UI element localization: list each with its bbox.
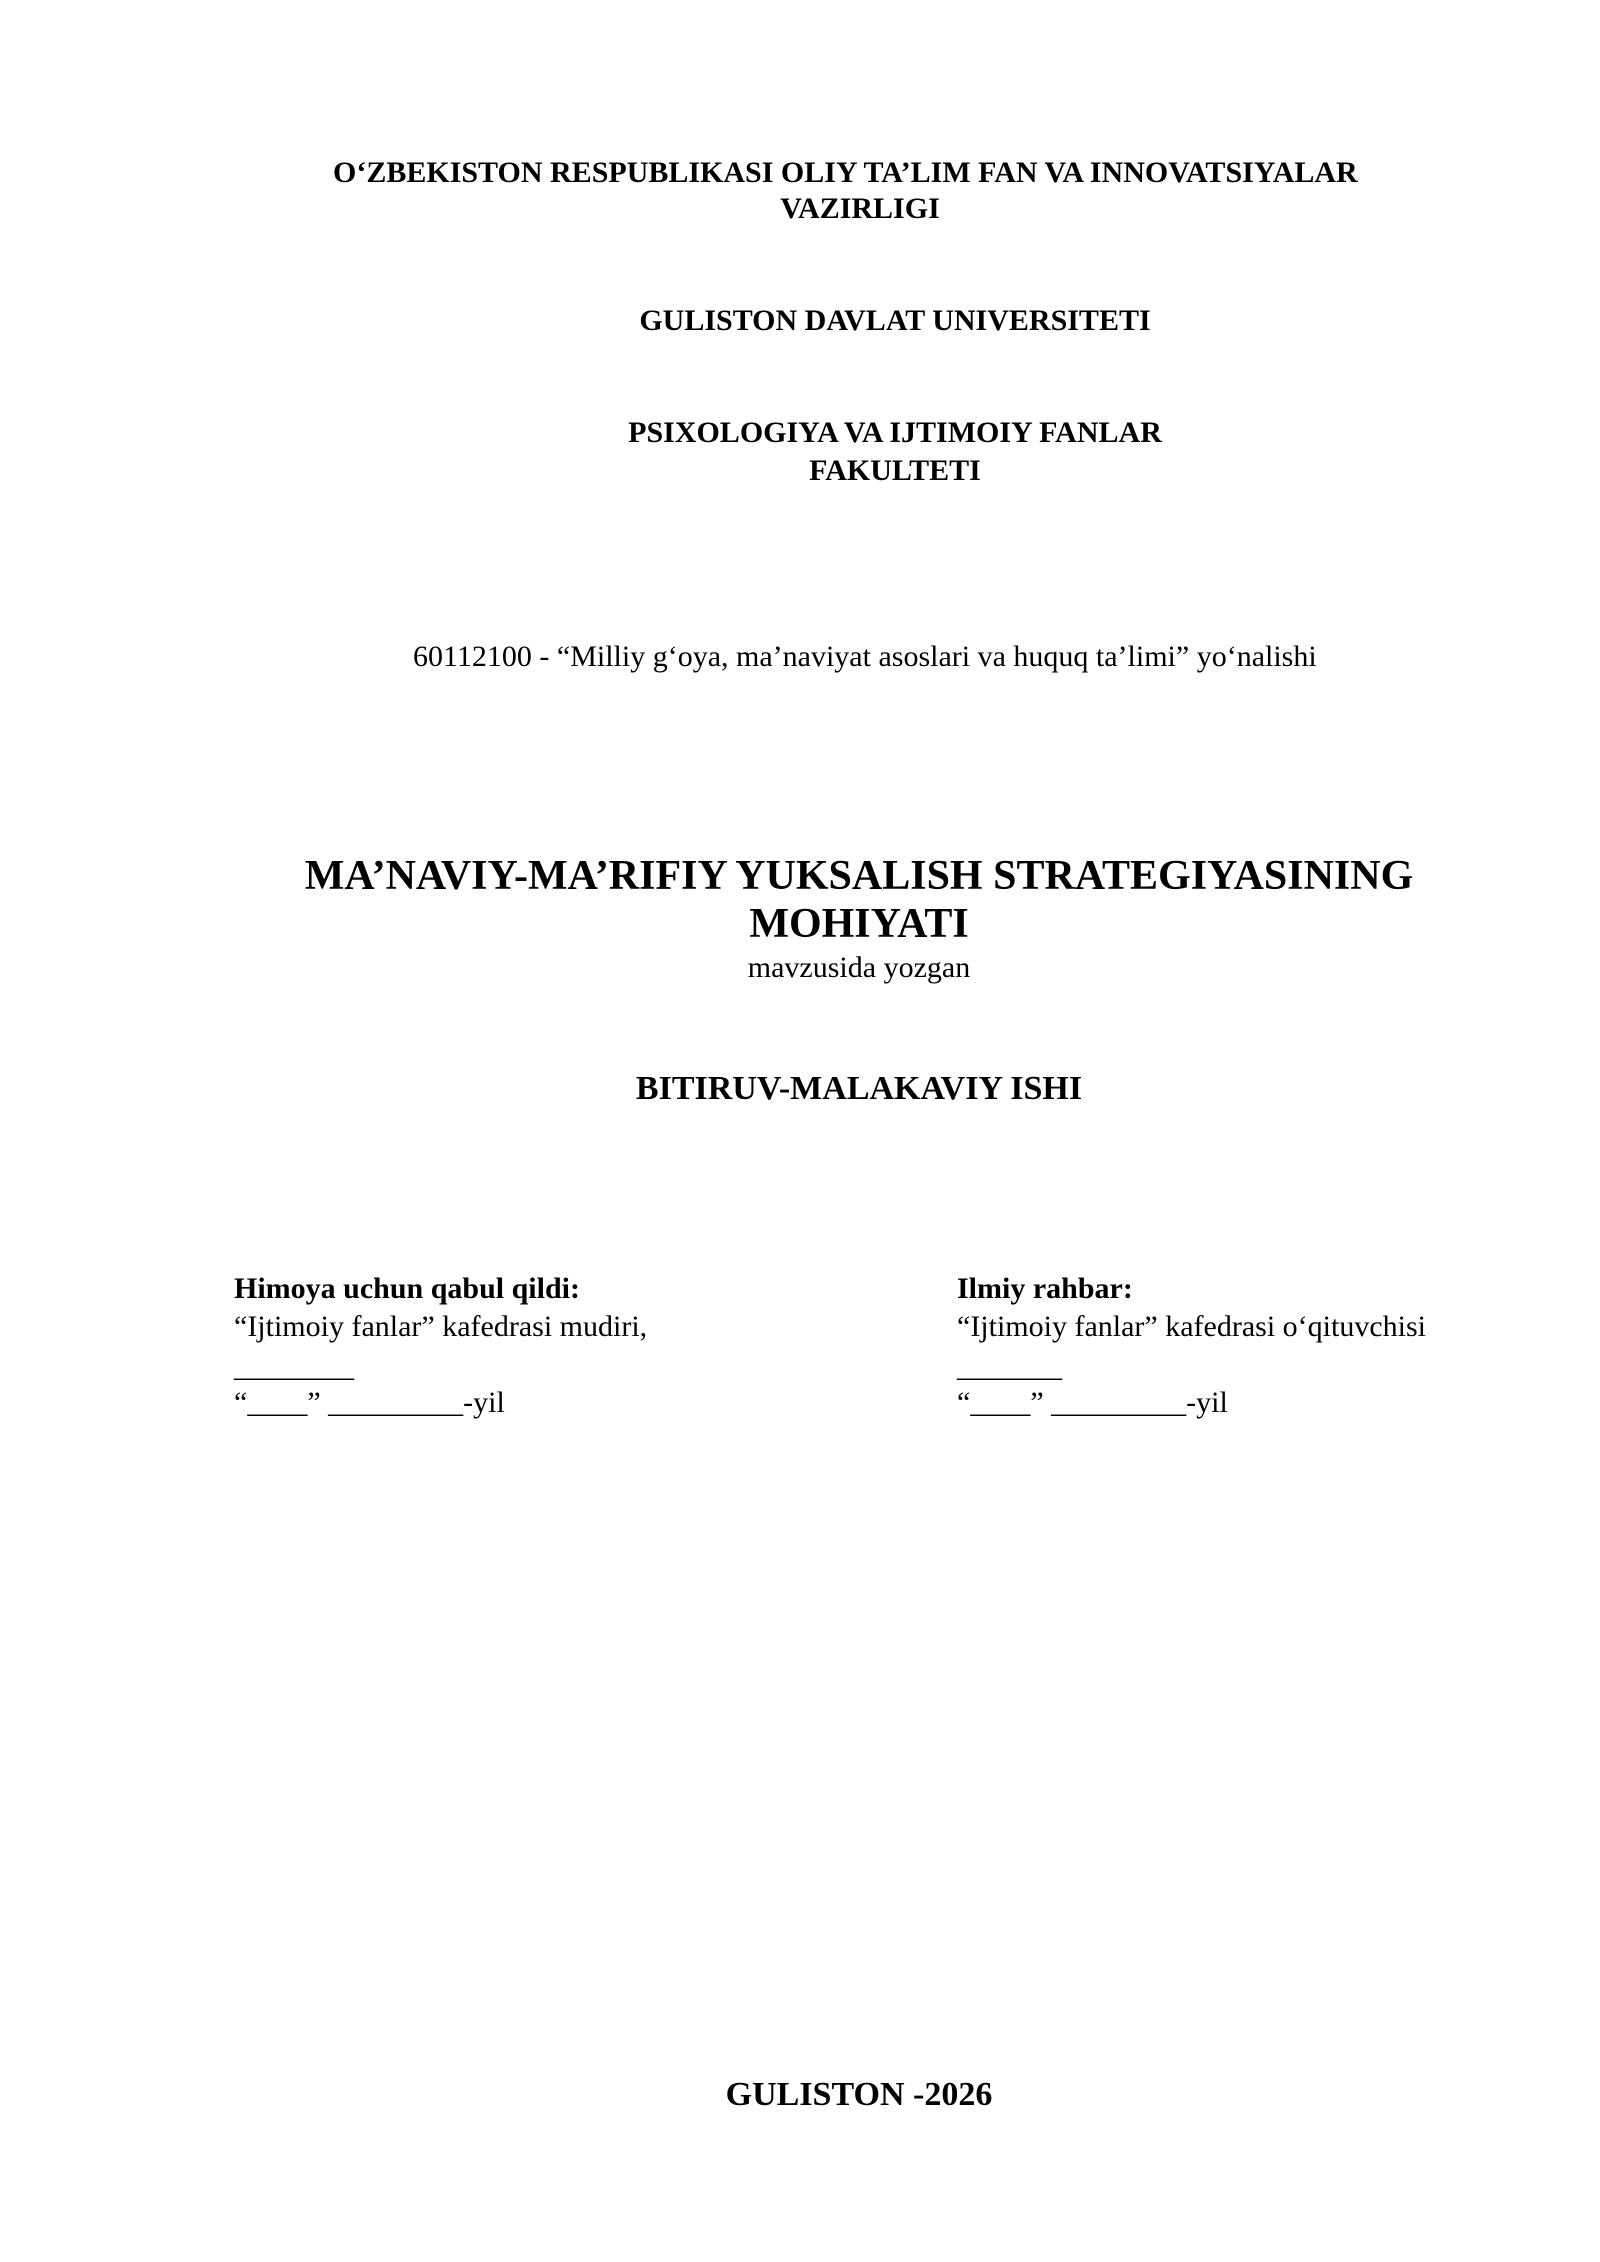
work-type: BITIRUV-MALAKAVIY ISHI [635,1070,1083,1107]
signature-left-role: “Ijtimoiy fanlar” kafedrasi mudiri, [234,1310,648,1343]
thesis-title-line1: MA’NAVIY-MA’RIFIY YUKSALISH STRATEGIYASINING [304,853,1414,899]
signature-left-heading: Himoya uchun qabul qildi: [234,1272,580,1305]
faculty-name-line2: FAKULTETI [809,454,981,487]
university-name: GULISTON DAVLAT UNIVERSITETI [639,304,1151,337]
signature-left-date: “____” _________-yil [234,1386,505,1419]
thesis-title-line2: MOHIYATI [749,901,969,947]
ministry-name-line2: VAZIRLIGI [780,192,940,225]
city-year-footer: GULISTON -2026 [725,2076,993,2113]
thesis-subtitle: mavzusida yozgan [747,951,971,984]
ministry-name-line1: O‘ZBEKISTON RESPUBLIKASI OLIY TA’LIM FAN VA INNOVATSIYALAR [333,156,1358,189]
faculty-name-line1: PSIXOLOGIYA VA IJTIMOIY FANLAR [628,416,1162,449]
signature-right-line: _______ [957,1350,1062,1383]
signature-right-date: “____” _________-yil [957,1386,1228,1419]
signature-right-role: “Ijtimoiy fanlar” kafedrasi o‘qituvchisi [957,1310,1426,1343]
signature-left-line: ________ [234,1350,354,1383]
study-direction: 60112100 - “Milliy g‘oya, ma’naviyat asoslari va huquq ta’limi” yo‘nalishi [413,640,1317,673]
signature-right-heading: Ilmiy rahbar: [957,1272,1133,1305]
